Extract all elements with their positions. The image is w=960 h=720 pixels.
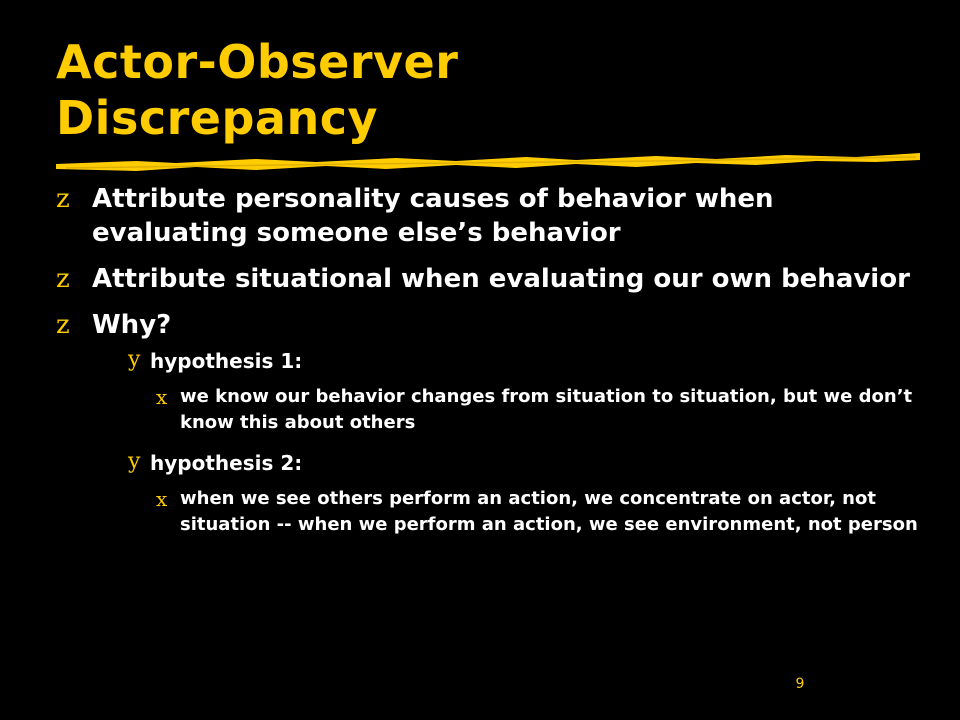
- page-number: 9: [795, 676, 805, 692]
- x-bullet-icon: x: [156, 487, 168, 511]
- title-underline-brush: [56, 150, 920, 174]
- z-bullet-icon: z: [56, 184, 70, 214]
- sub-sub-bullet-behavior-changes: [156, 384, 926, 436]
- bullet-personality-causes: [56, 182, 926, 250]
- slide-title-line-2: Discrepancy: [56, 91, 378, 145]
- z-bullet-icon: z: [56, 264, 70, 294]
- sub-sub-bullet-text: when we see others perform an action, we concentrate on actor, not situation -- when we perform an action, we see environment, not person: [180, 488, 918, 535]
- sub-bullet-text: hypothesis 2:: [150, 451, 303, 475]
- bullet-why: [56, 308, 926, 342]
- sub-bullet-hypothesis-2: [128, 450, 926, 476]
- sub-bullet-text: hypothesis 1:: [150, 349, 303, 373]
- sub-bullet-hypothesis-1: [128, 348, 926, 374]
- bullet-text: Attribute situational when evaluating our own behavior: [92, 264, 910, 294]
- bullet-situational-own: [56, 262, 926, 296]
- bullet-list: [56, 182, 926, 552]
- x-bullet-icon: x: [156, 385, 168, 409]
- bullet-text: Attribute personality causes of behavior when evaluating someone else’s behavior: [92, 184, 774, 248]
- y-bullet-icon: y: [128, 449, 141, 474]
- sub-sub-bullet-text: we know our behavior changes from situation to situation, but we don’t know this about others: [180, 386, 913, 433]
- sub-sub-bullet-actor-environment: [156, 486, 926, 538]
- bullet-text: Why?: [92, 310, 172, 340]
- slide-title: [56, 34, 876, 146]
- z-bullet-icon: z: [56, 310, 70, 340]
- slide-title-line-1: Actor-Observer: [56, 35, 459, 89]
- y-bullet-icon: y: [128, 347, 141, 372]
